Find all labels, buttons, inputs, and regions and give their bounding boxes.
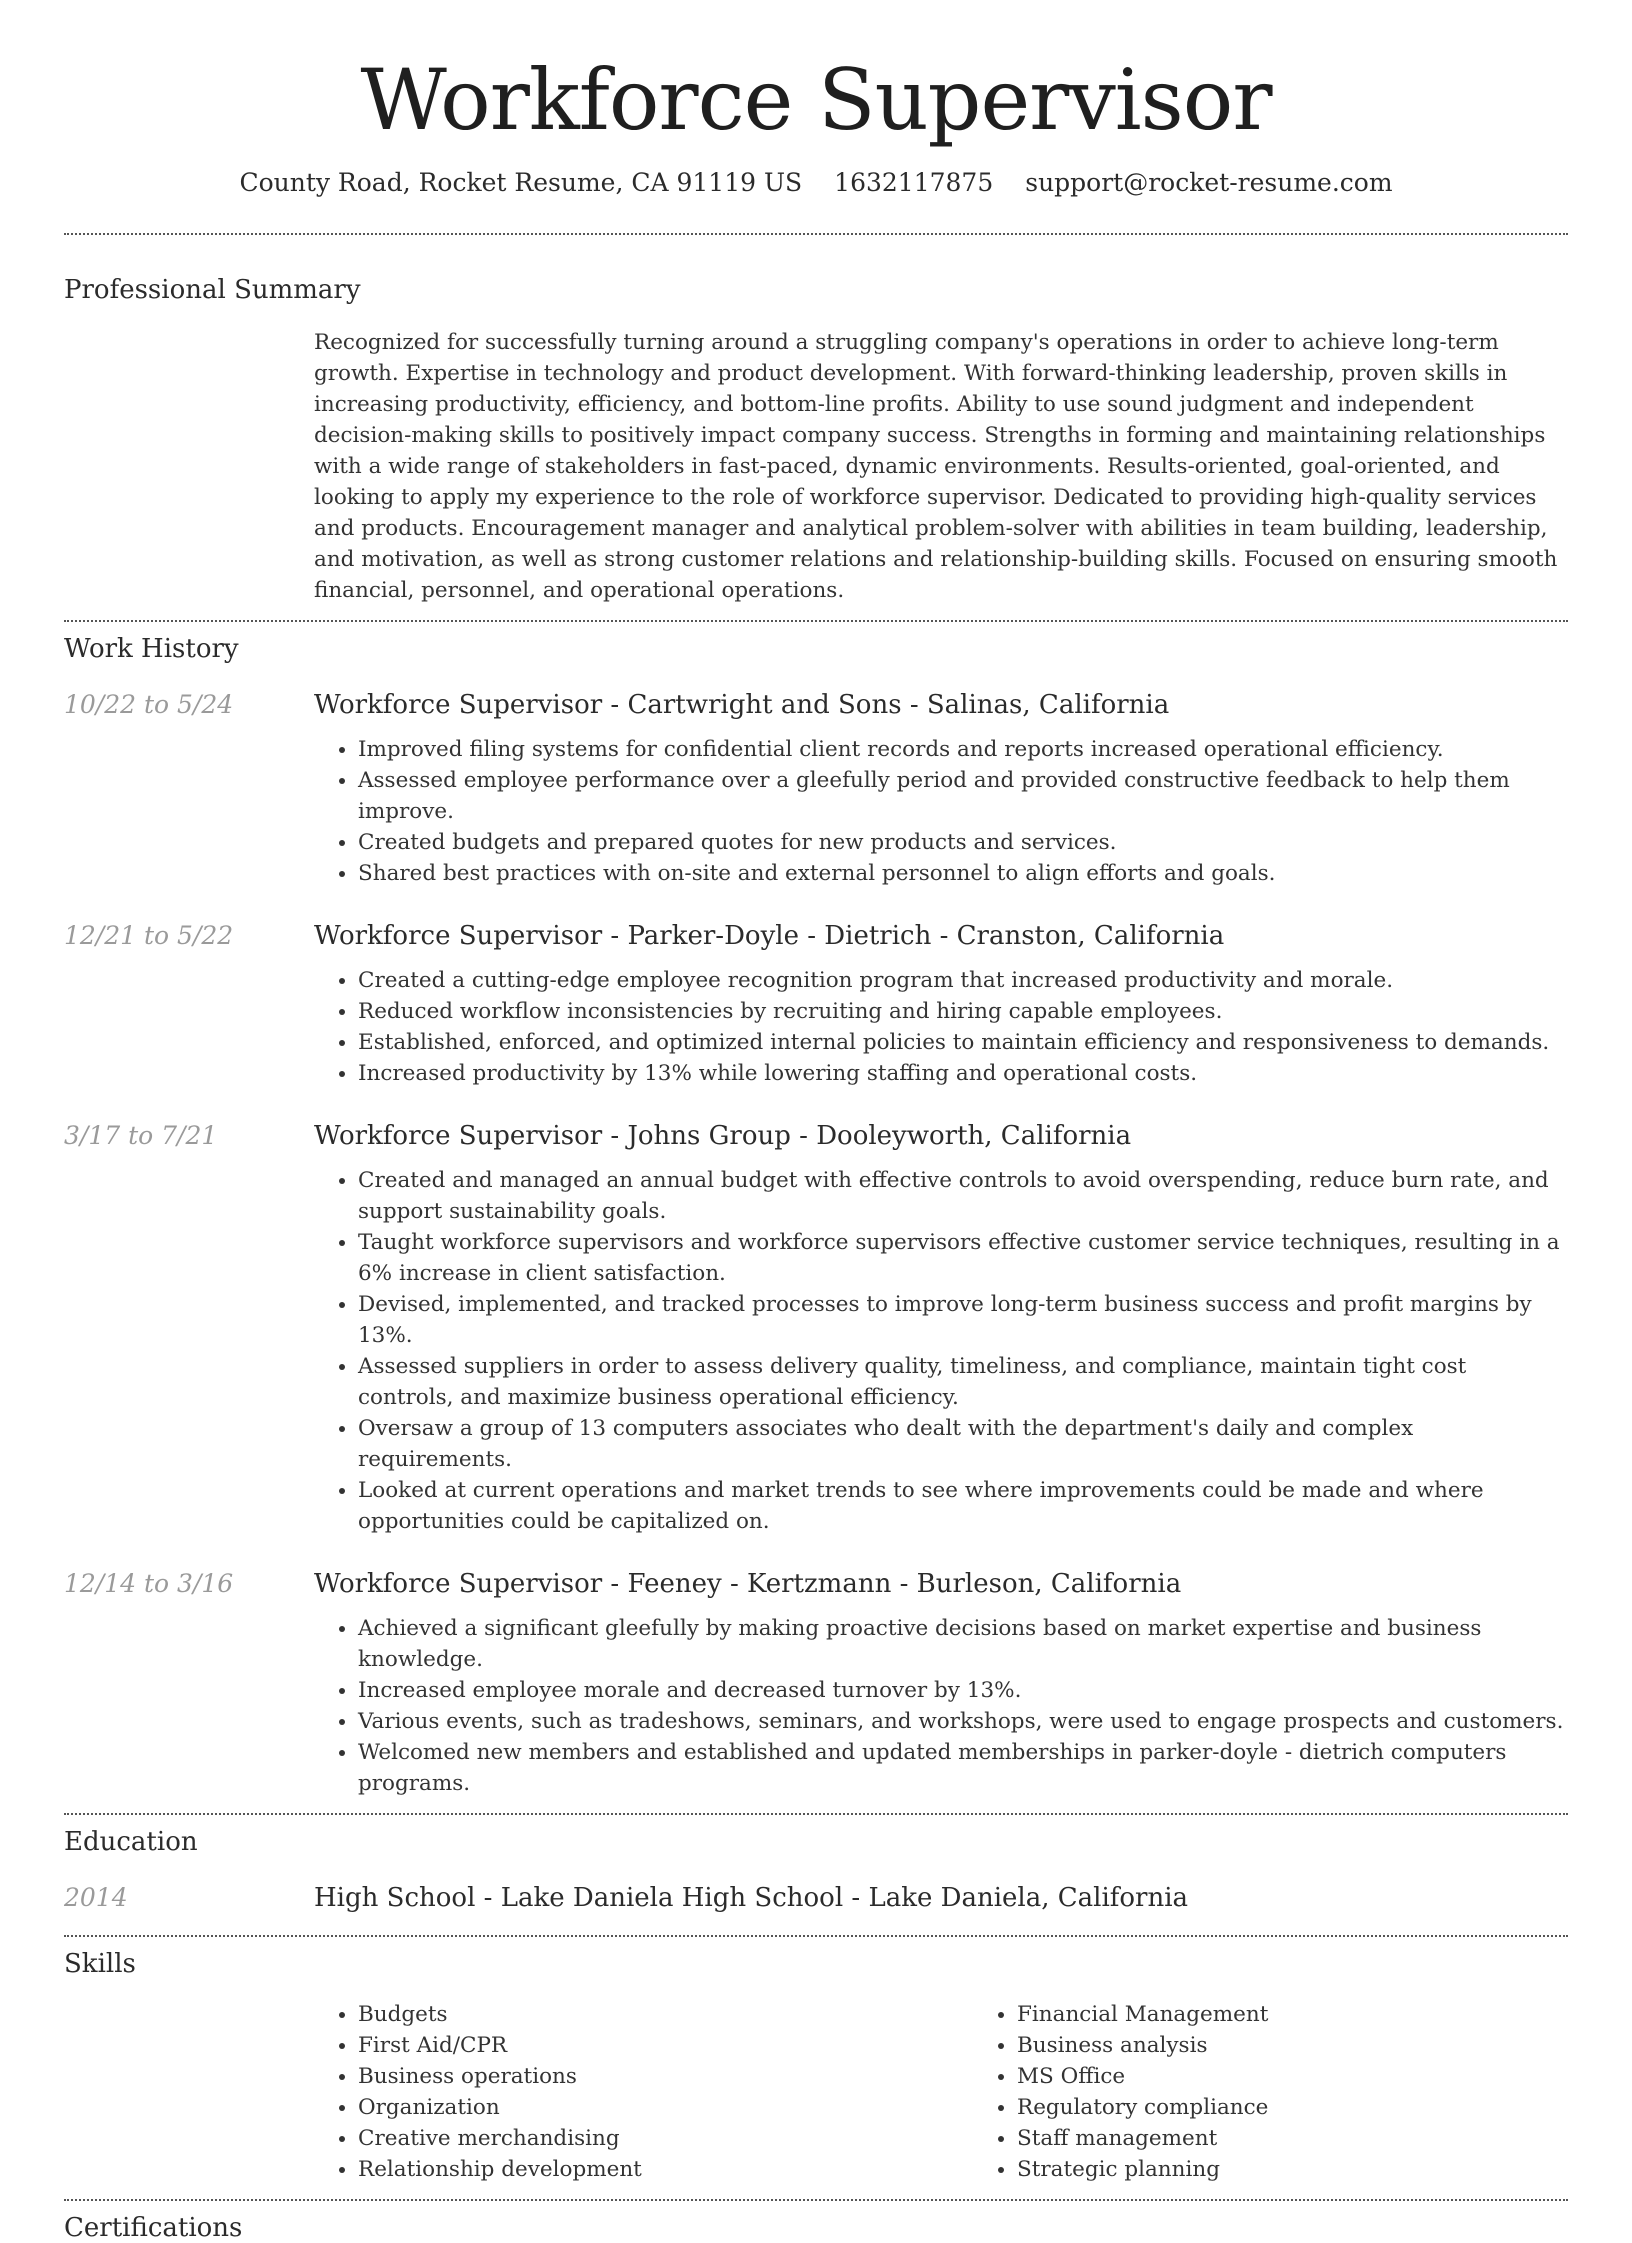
summary-section [64,275,1568,606]
education-year: 2014 [64,1883,128,1913]
list-item: • Welcomed new members and established and updated memberships in parker-doyle - dietrich computers programs. [358,1737,1568,1799]
section-title: Professional Summary [64,275,361,306]
list-item: • Improved filing systems for confidential client records and reports increased operational efficiency. [358,734,1568,765]
job-entry [64,1569,1568,1799]
list-item: • First Aid/CPR [358,2030,973,2061]
section-title: Education [64,1827,198,1858]
divider [64,233,1568,235]
resume-header [0,0,1632,197]
list-item: • MS Office [1017,2061,1632,2092]
list-item: • Achieved a significant gleefully by making proactive decisions based on market expertise and business knowledge. [358,1613,1568,1675]
job-heading: Workforce Supervisor - Parker-Doyle - Dietrich - Cranston, California [314,921,1225,952]
address: County Road, Rocket Resume, CA 91119 US [239,168,803,198]
list-item: • Oversaw a group of 13 computers associates who dealt with the department's daily and complex requirements. [358,1413,1568,1475]
list-item: • Increased employee morale and decreased turnover by 13%. [358,1675,1568,1706]
list-item: • Staff management [1017,2123,1632,2154]
job-bullets [314,734,1568,889]
list-item: • Financial Management [1017,1999,1632,2030]
divider [64,2199,1568,2201]
divider [64,1813,1568,1815]
list-item: • Strategic planning [1017,2154,1632,2185]
divider [64,1935,1568,1937]
list-item: • Created a cutting-edge employee recognition program that increased productivity and morale. [358,965,1568,996]
job-heading: Workforce Supervisor - Cartwright and Sons - Salinas, California [314,690,1170,721]
section-title: Work History [64,634,239,665]
list-item: • Assessed employee performance over a gleefully period and provided constructive feedback to help them improve. [358,765,1568,827]
skills-section [64,1949,1568,2185]
job-entry [64,690,1568,889]
job-bullets [314,965,1568,1089]
list-item: • Increased productivity by 13% while lowering staffing and operational costs. [358,1058,1568,1089]
section-title: Skills [64,1949,136,1980]
list-item: • Business operations [358,2061,973,2092]
list-item: • Created and managed an annual budget with effective controls to avoid overspending, reduce burn rate, and support sustainability goals. [358,1165,1568,1227]
job-dates: 3/17 to 7/21 [64,1121,218,1151]
list-item: • Devised, implemented, and tracked processes to improve long-term business success and profit margins by 13%. [358,1289,1568,1351]
contact-line [0,168,1632,197]
job-dates: 12/14 to 3/16 [64,1569,234,1599]
phone: 1632117875 [834,168,994,198]
job-bullets [314,1613,1568,1799]
list-item: • Established, enforced, and optimized internal policies to maintain efficiency and responsiveness to demands. [358,1027,1568,1058]
summary-text: Recognized for successfully turning around a struggling company's operations in order to achieve long-term growth. Expertise in technology and product development. With forward-thinking leadership, proven skills in increasing productivity, efficiency, and bottom-line profits. Ability to use sound judgment and independent decision-making skills to positively impact company success. Strengths in forming and maintaining relationships with a wide range of stakeholders in fast-paced, dynamic environments. Results-oriented, goal-oriented, and looking to apply my experience to the role of workforce supervisor. Dedicated to providing high-quality services and products. Encouragement manager and analytical problem-solver with abilities in team building, leadership, and motivation, as well as strong customer relations and relationship-building skills. Focused on ensuring smooth financial, personnel, and operational operations. [314,330,1558,604]
list-item: • Assessed suppliers in order to assess delivery quality, timeliness, and compliance, maintain tight cost controls, and maximize business operational efficiency. [358,1351,1568,1413]
divider [64,620,1568,622]
education-section [64,1827,1568,1913]
section-title: Certifications [64,2213,243,2243]
job-heading: Workforce Supervisor - Johns Group - Dooleyworth, California [314,1121,1132,1152]
job-dates: 12/21 to 5/22 [64,921,234,951]
list-item: • Budgets [358,1999,973,2030]
skills-columns [314,1999,1632,2185]
job-bullets [314,1165,1568,1537]
skills-list-left [314,1999,973,2185]
list-item: • Organization [358,2092,973,2123]
list-item: • Relationship development [358,2154,973,2185]
list-item: • Taught workforce supervisors and workforce supervisors effective customer service techniques, resulting in a 6% increase in client satisfaction. [358,1227,1568,1289]
list-item: • Created budgets and prepared quotes for new products and services. [358,827,1568,858]
list-item: • Various events, such as tradeshows, seminars, and workshops, were used to engage prospects and customers. [358,1706,1568,1737]
list-item: • Reduced workflow inconsistencies by recruiting and hiring capable employees. [358,996,1568,1027]
certifications-section [64,2213,1568,2243]
job-dates: 10/22 to 5/24 [64,690,234,720]
list-item: • Business analysis [1017,2030,1632,2061]
work-history-section [64,634,1568,1799]
job-heading: Workforce Supervisor - Feeney - Kertzmann - Burleson, California [314,1569,1182,1600]
education-heading: High School - Lake Daniela High School - Lake Daniela, California [314,1883,1189,1914]
list-item: • Shared best practices with on-site and external personnel to align efforts and goals. [358,858,1568,889]
list-item: • Looked at current operations and market trends to see where improvements could be made and where opportunities could be capitalized on. [358,1475,1568,1537]
job-entry [64,921,1568,1089]
job-entry [64,1121,1568,1537]
email: support@rocket-resume.com [1025,168,1393,198]
list-item: • Creative merchandising [358,2123,973,2154]
skills-list-right [973,1999,1632,2185]
candidate-name: Workforce Supervisor [360,51,1272,149]
list-item: • Regulatory compliance [1017,2092,1632,2123]
